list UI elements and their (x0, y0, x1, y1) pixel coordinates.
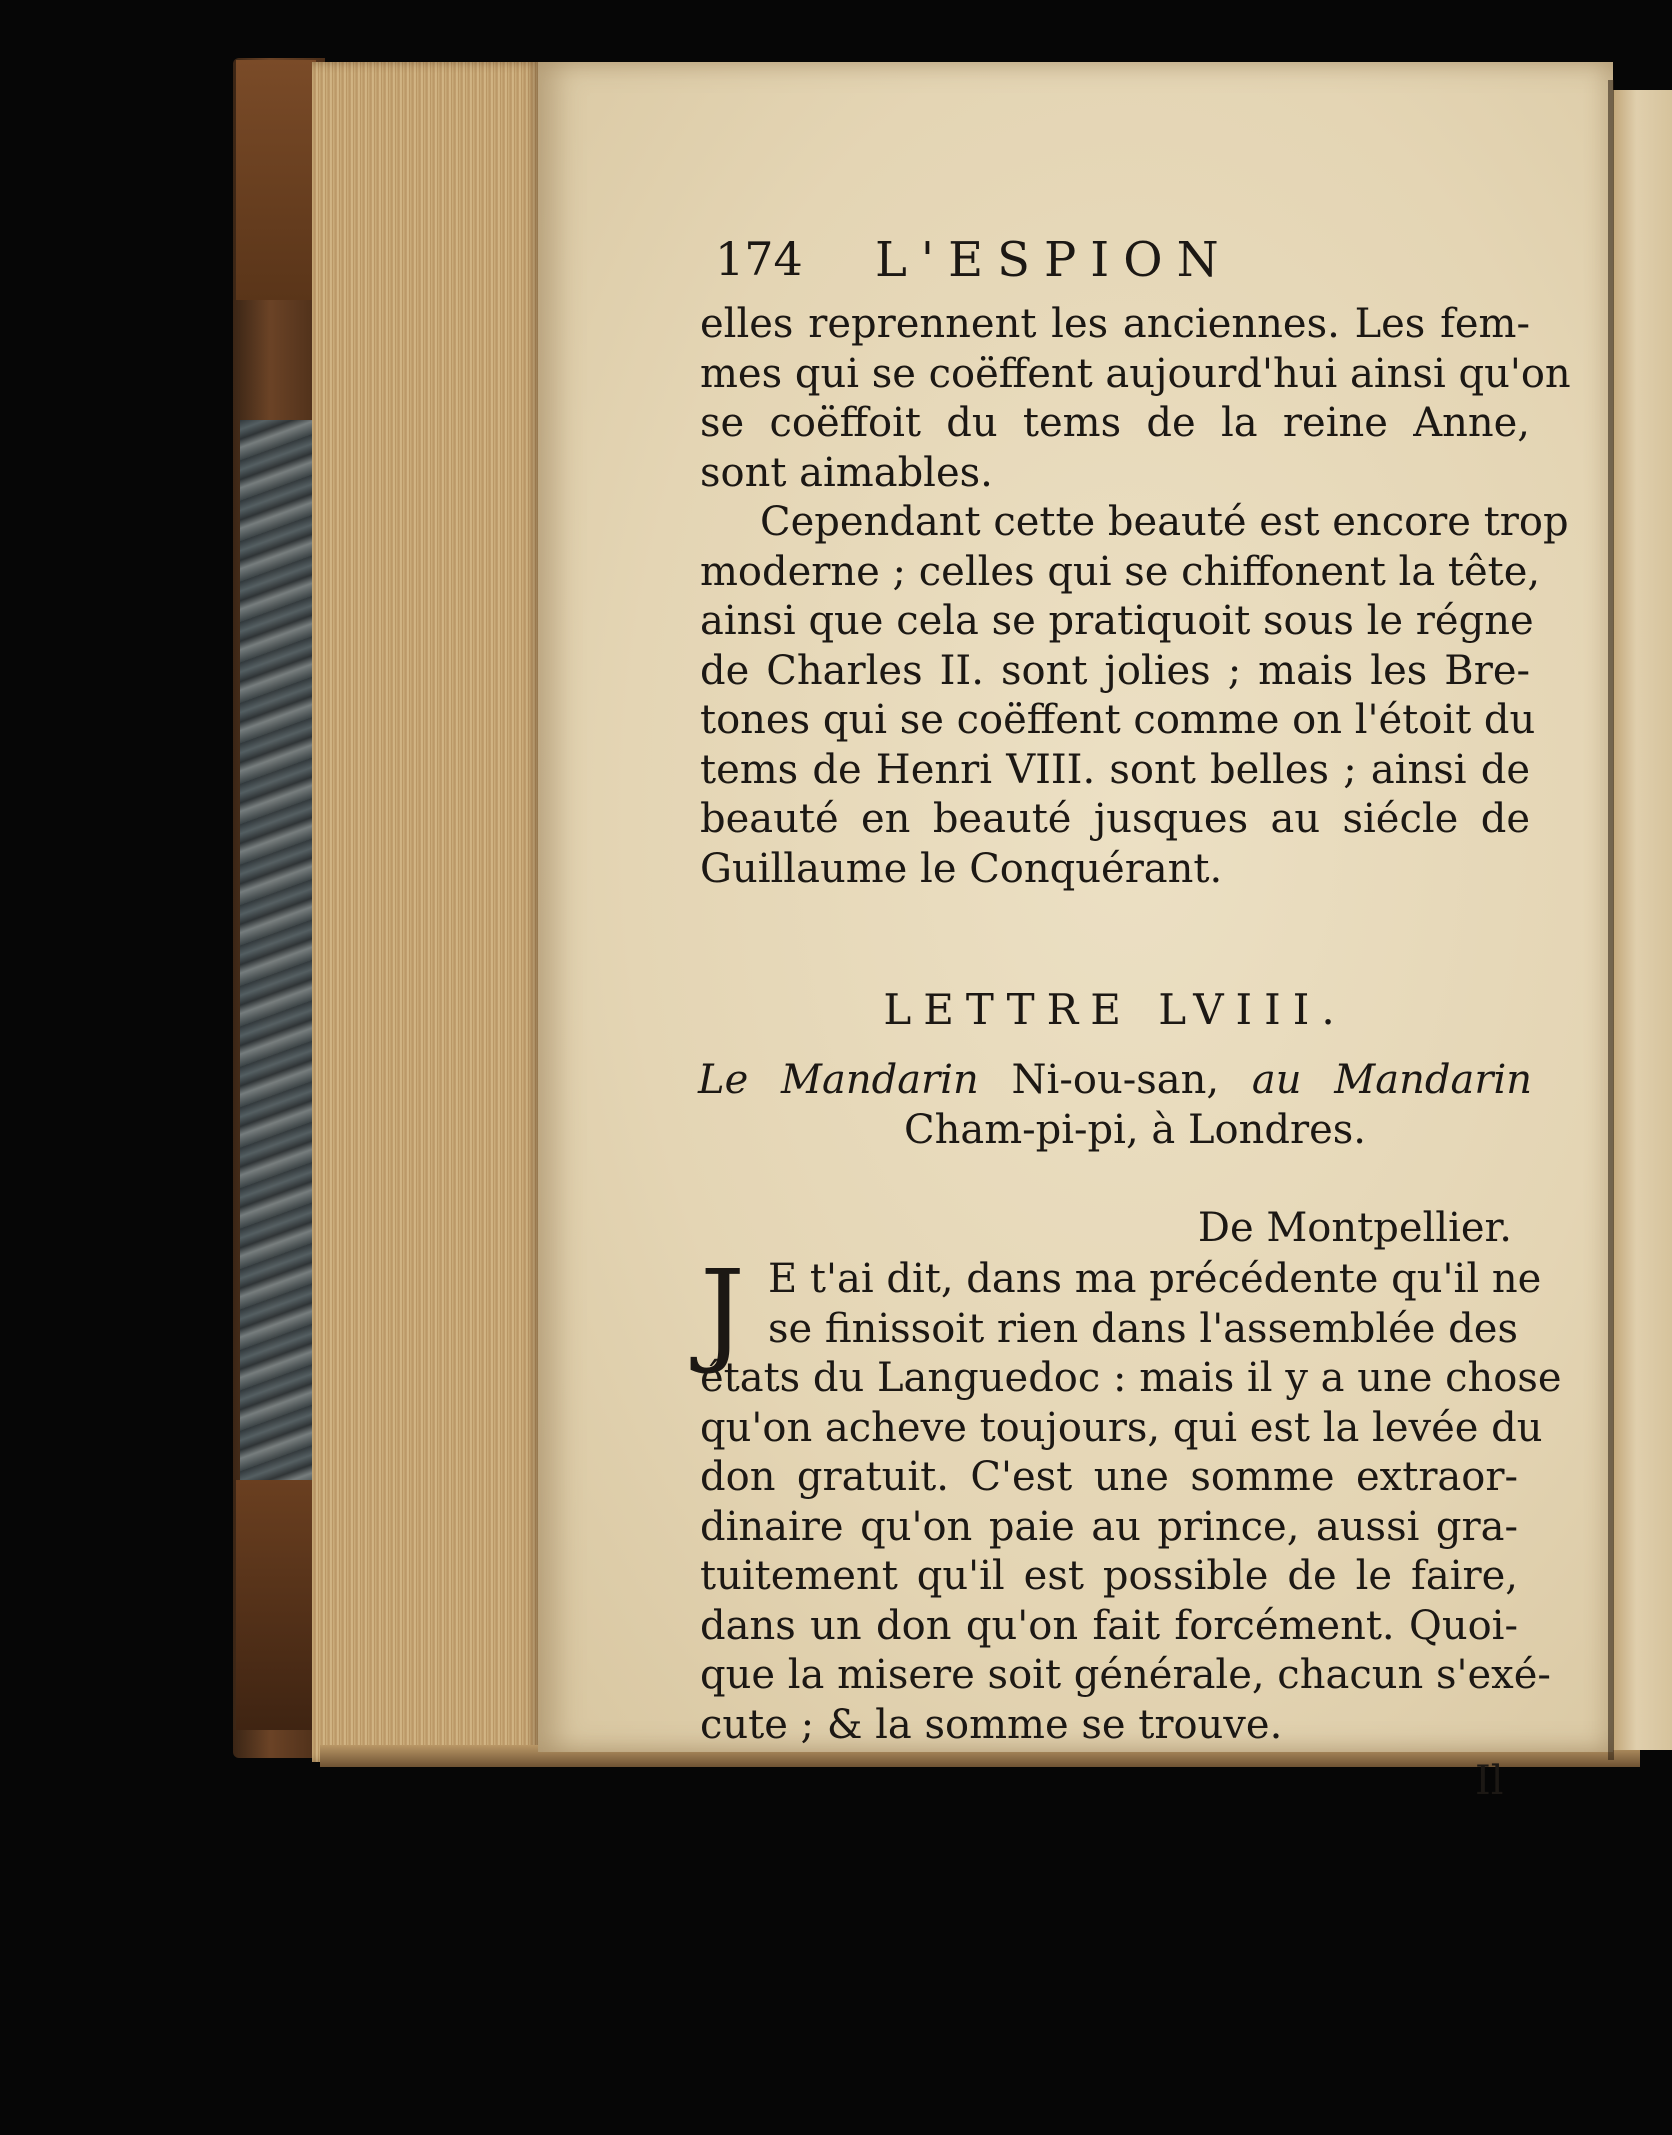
address-line-1 (698, 1055, 1532, 1105)
text-line: don gratuit. C'est une somme extraor- (700, 1454, 1518, 1500)
letter-title: LETTRE LVIII. (883, 985, 1347, 1034)
passage-text (700, 300, 1571, 894)
text-line: beauté en beauté jusques au siécle de (700, 796, 1530, 842)
letter-place: De Montpellier. (1197, 1205, 1512, 1251)
text-line: tones qui se coëffent comme on l'étoit du (700, 697, 1536, 743)
text-line: qu'on acheve toujours, qui est la levée du (700, 1404, 1543, 1451)
address-roman: Ni-ou-san, (1011, 1057, 1220, 1103)
address-line-2: Cham-pi-pi, à Londres. (903, 1107, 1366, 1153)
page-number: 174 (715, 232, 803, 286)
text-line: moderne ; celles qui se chiffonent la tête, (700, 548, 1541, 595)
text-line: mes qui se coëffent aujourd'hui ainsi qu'on (700, 350, 1571, 397)
text-line: se coëffoit du tems de la reine Anne, (700, 400, 1530, 446)
text-line: états du Languedoc : mais il y a une chose (700, 1355, 1562, 1401)
text-line: de Charles II. sont jolies ; mais les Bre- (700, 647, 1530, 694)
text-line: elles reprennent les anciennes. Les fem- (700, 301, 1530, 347)
text-line: E t'ai dit, dans ma précédente qu'il ne (768, 1256, 1542, 1302)
text-line: se finissoit rien dans l'assemblée des (768, 1305, 1518, 1352)
address-italic-1: Le Mandarin (698, 1057, 979, 1103)
text-line: Cependant cette beauté est encore trop (760, 499, 1569, 545)
leather-corner-bottom (236, 1480, 316, 1730)
gutter (1608, 80, 1614, 1760)
text-line: ainsi que cela se pratiquoit sous le régne (700, 598, 1534, 644)
text-line: tuitement qu'il est possible de le faire, (700, 1553, 1518, 1599)
text-line: sont aimables. (700, 449, 993, 496)
text-line: dinaire qu'on paie au prince, aussi gra- (700, 1503, 1518, 1550)
text-line: que la misere soit générale, chacun s'exé- (700, 1652, 1551, 1698)
page-edges (312, 62, 540, 1762)
running-head: L'ESPION (875, 232, 1233, 288)
page-header (715, 232, 1315, 292)
text-line: cute ; & la somme se trouve. (700, 1701, 1283, 1748)
text-line: Guillaume le Conquérant. (700, 845, 1223, 892)
catchword: Il (1475, 1758, 1504, 1804)
facing-page-edge (1613, 90, 1672, 1750)
address-italic-2: au Mandarin (1251, 1057, 1532, 1103)
text-line: tems de Henri VIII. sont belles ; ainsi de (700, 746, 1530, 793)
text-line: dans un don qu'on fait forcément. Quoi- (700, 1602, 1518, 1649)
leather-corner-top (236, 60, 316, 300)
letter-body (700, 1247, 1562, 1750)
letter-address (698, 1055, 1532, 1155)
drop-cap: J (700, 1247, 745, 1377)
